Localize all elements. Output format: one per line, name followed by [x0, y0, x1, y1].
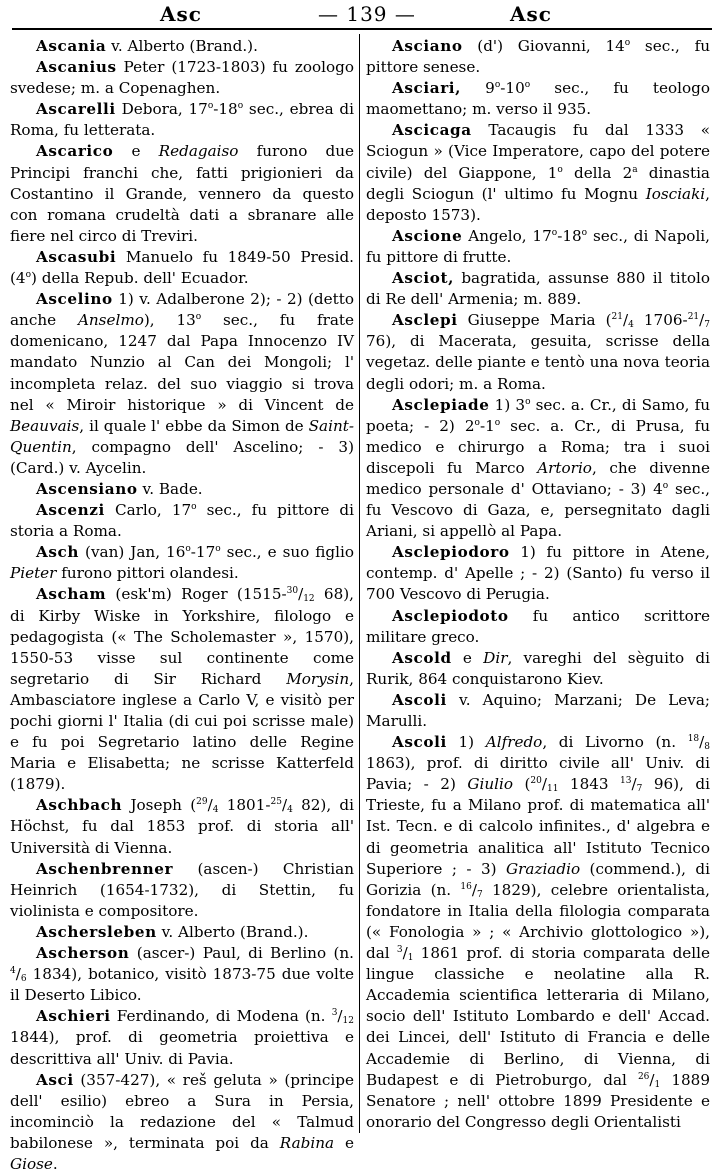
entry-headword: Ascasubi	[36, 247, 117, 266]
column-divider	[359, 34, 360, 1133]
entry-headword: Aschbach	[36, 796, 123, 815]
entry-text: 1) Alfredo, di Livorno (n. $^{18}/_8$ 1863), prof. di diritto civile all' Univ. di Pavia; - 2) Giulio ($^{20}/_{11}$ 1843 $^{13}/_7$ 96), di Trieste, fu a Milano prof. di matematica all' Ist. Tecn. e di calcolo infinites., d' algebra e di geometria analitica all' Istituto Tecnico Superiore ; - 3) Graziadio (commend.), di Gorizia (n. $^{16}/_7$ 1829), celebre orientalista, fondatore in Italia della filologia comparata (« Fonologia » ; « Archivio glottologico »), dal $^3/_1$ 1861 prof. di storia comparata delle lingue classiche e neolatine alla R. Accademia scientifica letteraria di Milano, socio dell' Istituto Lombardo e dell' Accad. dei Lincei, dell' Istituto di Francia e delle Accademie di Berlino, di Vienna, di Budapest e di Pietroburgo, dal $^{26}/_1$ 1889 Senatore ; nell' ottobre 1899 Presidente e onorario del Congresso degli Orientalisti	[366, 733, 710, 1131]
entry-text: Debora, 17$^o$-18$^o$ sec., ebrea di Roma, fu letterata.	[10, 100, 354, 140]
entry-headword: Ascanius	[36, 58, 117, 77]
entry-text: Angelo, 17$^o$-18$^o$ sec., di Napoli, fu pittore di frutte.	[366, 226, 710, 266]
entry-text: (ascen-) Christian Heinrich (1654-1732), di Stettin, fu violinista e compositore.	[10, 859, 354, 920]
entry-text: 9$^o$-10$^o$ sec., fu teologo maomettano; m. verso il 935.	[366, 79, 710, 119]
entry-headword: Ascensiano	[36, 479, 138, 498]
dictionary-entry	[10, 859, 354, 922]
dictionary-entry	[10, 1006, 354, 1069]
entry-headword: Ascold	[392, 648, 452, 667]
dictionary-entry	[10, 500, 354, 542]
dictionary-entry	[10, 943, 354, 1006]
entry-headword: Ascherson	[36, 944, 130, 963]
left-column	[10, 36, 355, 1173]
entry-headword: Asclepiade	[392, 395, 490, 414]
header-right-guideword: Asc	[510, 2, 552, 26]
entry-headword: Asci	[36, 1070, 74, 1089]
dictionary-entry	[366, 542, 710, 605]
entry-text: 1) v. Adalberone 2); - 2) (detto anche Anselmo), 13$^o$ sec., fu frate domenicano, 1247 dal Papa Innocenzo IV mandato Nunzio al Can dei Mongoli; l' incompleta relaz. del suo viaggio si trova nel « Miroir historique » di Vincent de Beauvais, il quale l' ebbe da Simon de Saint-Quentin, compagno dell' Ascelino; - 3) (Card.) v. Aycelin.	[10, 290, 354, 477]
entry-text: Ferdinando, di Modena (n. $^3/_{12}$ 1844), prof. di geometria proiettiva e descrittiva all' Univ. di Pavia.	[10, 1007, 354, 1068]
entry-text: 1) fu pittore in Atene, contemp. d' Apelle ; - 2) (Santo) fu verso il 700 Vescovo di Perugia.	[366, 543, 710, 604]
entry-text: v. Alberto (Brand.).	[156, 922, 309, 941]
dictionary-entry	[10, 247, 354, 289]
entry-headword: Ascoli	[392, 690, 447, 709]
entry-headword: Asciari,	[392, 79, 462, 98]
dictionary-entry	[366, 120, 710, 225]
header-rule	[12, 28, 712, 30]
entry-headword: Aschersleben	[36, 922, 157, 941]
entry-text: (esk'm) Roger ($1515-^{30}/_{12}$ 68), di Kirby Wiske in Yorkshire, filologo e pedagogista (« The Scholemaster », 1570), 1550-53 visse sul continente come segretario di Sir Richard Morysin, Ambasciatore inglese a Carlo V, e visitò per pochi giorni l' Italia (di cui poi scrisse male) e fu poi Segretario latino delle Regine Maria e Elisabetta; ne scrisse Katterfeld (1879).	[10, 585, 355, 794]
entry-headword: Asclepi	[392, 311, 458, 330]
entry-text: (ascer-) Paul, di Berlino (n. $^4/_6$ 1834), botanico, visitò 1873-75 due volte il Deserto Libico.	[10, 944, 354, 1005]
entry-headword: Asciot,	[392, 269, 454, 288]
entry-text: v. Alberto (Brand.).	[106, 37, 258, 55]
dictionary-entry	[366, 226, 710, 268]
entry-headword: Ascoli	[392, 733, 447, 752]
header-left-guideword: Asc	[160, 2, 202, 26]
entry-text: (357-427), « reš geluta » (principe dell' esilio) ebreo a Sura in Persia, incominciò la redazione del « Talmud babilonese », terminata poi da Rabina e Giose.	[10, 1070, 354, 1173]
entry-headword: Ascarelli	[36, 100, 116, 119]
dictionary-entry	[10, 99, 354, 141]
entry-text: v. Bade.	[137, 479, 203, 498]
entry-headword: Ascarico	[36, 142, 114, 161]
dictionary-entry	[10, 584, 354, 795]
entry-headword: Ascenzi	[36, 501, 105, 520]
dictionary-entry	[366, 395, 710, 543]
entry-text: fu antico scrittore militare greco.	[366, 606, 710, 646]
entry-headword: Aschieri	[36, 1007, 111, 1026]
entry-headword: Ascione	[392, 226, 463, 245]
entry-headword: Ascicaga	[392, 121, 472, 140]
right-column	[366, 36, 710, 1131]
entry-text: Peter (1723-1803) fu zoologo svedese; m. a Copenaghen.	[10, 58, 354, 98]
dictionary-entry	[366, 732, 710, 1133]
dictionary-entry	[10, 479, 354, 500]
entry-headword: Ascania	[36, 37, 107, 55]
entry-text: Giuseppe Maria ($^{21}/_4$ $1706-^{21}/_7$ 76), di Macerata, gesuita, scrisse della vegetaz. delle piante e tentò una nova teoria degli odori; m. a Roma.	[366, 311, 710, 393]
dictionary-entry	[10, 36, 354, 57]
dictionary-entry	[366, 690, 710, 732]
dictionary-entry	[10, 141, 354, 246]
dictionary-entry	[366, 36, 710, 78]
entry-text: (van) Jan, 16$^o$-17$^o$ sec., e suo figlio Pieter furono pittori olandesi.	[10, 543, 355, 583]
dictionary-entry	[366, 268, 710, 310]
entry-text: Manuelo fu 1849-50 Presid. (4$^o$) della Repub. dell' Ecuador.	[10, 247, 354, 288]
dictionary-entry	[10, 795, 354, 858]
entry-text: 1) 3$^o$ sec. a. Cr., di Samo, fu poeta; - 2) 2$^o$-1$^o$ sec. a. Cr., di Prusa, fu medico e chirurgo a Roma; tra i suoi discepoli fu Marco Artorio, che divenne medico personale d' Ottaviano; - 3) 4$^o$ sec., fu Vescovo di Gaza, e, persegnitato dagli Ariani, si appellò al Papa.	[366, 395, 710, 541]
entry-text: (d') Giovanni, 14$^o$ sec., fu pittore senese.	[366, 37, 710, 77]
entry-text: e Redagaiso furono due Principi franchi che, fatti prigionieri da Costantino il Grande, vennero da questo con romana crudeltà dati a sbranare alle fiere nel circo di Treviri.	[10, 142, 354, 245]
entry-text: Joseph ($^{29}/_4$ $1801-^{25}/_4$ 82), di Höchst, fu dal 1853 prof. di storia all' Università di Vienna.	[10, 796, 354, 857]
entry-text: Tacaugis fu dal 1333 « Sciogun » (Vice Imperatore, capo del potere civile) del Giappone, 1$^o$ della 2$^a$ dinastia degli Sciogun (l' ultimo fu Mognu Iosciaki, deposto 1573).	[366, 121, 710, 224]
entry-headword: Aschenbrenner	[36, 859, 174, 878]
dictionary-entry	[366, 606, 710, 648]
entry-headword: Ascelino	[36, 290, 113, 309]
entry-text: v. Aquino; Marzani; De Leva; Marulli.	[366, 690, 710, 730]
entry-headword: Asclepiodoro	[392, 543, 510, 562]
page-number: — 139 —	[318, 2, 416, 26]
dictionary-entry	[366, 310, 710, 394]
entry-headword: Asclepiodoto	[392, 606, 509, 625]
entry-text: e Dir, vareghi del sèguito di Rurik, 864 conquistarono Kiev.	[366, 648, 710, 688]
dictionary-entry	[10, 922, 354, 943]
dictionary-entry	[366, 78, 710, 120]
dictionary-entry	[10, 289, 354, 479]
entry-text: bagratida, assunse 880 il titolo di Re dell' Armenia; m. 889.	[366, 269, 710, 309]
dictionary-entry	[10, 57, 354, 99]
entry-headword: Asciano	[392, 37, 463, 55]
dictionary-entry	[10, 542, 354, 584]
entry-headword: Asch	[36, 543, 80, 562]
entry-text: Carlo, 17$^o$ sec., fu pittore di storia a Roma.	[10, 501, 354, 541]
dictionary-entry	[366, 648, 710, 690]
dictionary-entry	[10, 1070, 354, 1175]
entry-headword: Ascham	[36, 585, 107, 604]
